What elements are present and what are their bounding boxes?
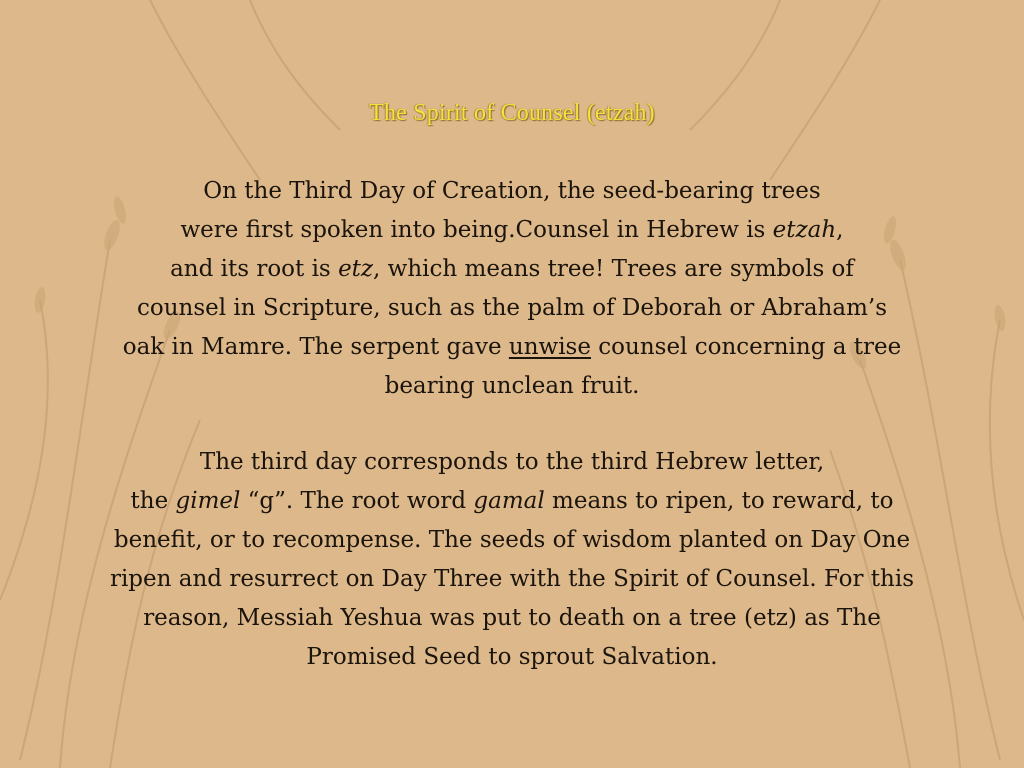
italic-term-gamal: gamal: [473, 488, 545, 514]
text-line: counsel in Scripture, such as the palm of Deborah or Abraham’s: [136, 295, 887, 321]
text-segment: ,: [836, 217, 844, 243]
text-segment: “g”. The root word: [240, 488, 474, 514]
text-line: [30, 250, 994, 289]
text-segment: the: [130, 488, 176, 514]
paragraph-counsel-etzah: [30, 172, 994, 406]
text-segment: counsel concerning a tree: [590, 334, 902, 360]
text-segment: were first spoken into being.Counsel in Hebrew is: [180, 217, 773, 243]
text-line: bearing unclean fruit.: [384, 373, 640, 399]
text-line: [30, 482, 994, 521]
italic-term-gimel: gimel: [175, 488, 241, 514]
italic-term-etz: etz: [338, 256, 374, 282]
text-line: benefit, or to recompense. The seeds of wisdom planted on Day One: [113, 527, 911, 553]
text-line: The third day corresponds to the third Hebrew letter,: [199, 449, 825, 475]
text-line: Promised Seed to sprout Salvation.: [306, 644, 718, 670]
text-line: [30, 328, 994, 367]
slide-title: The Spirit of Counsel (etzah): [369, 100, 655, 126]
text-segment: oak in Mamre. The serpent gave: [122, 334, 509, 360]
text-segment: and its root is: [170, 256, 339, 282]
text-line: On the Third Day of Creation, the seed-bearing trees: [203, 178, 821, 204]
underlined-word-unwise: unwise: [508, 334, 591, 360]
text-line: reason, Messiah Yeshua was put to death on a tree (etz) as The: [143, 605, 881, 631]
text-line: [30, 211, 994, 250]
text-segment: means to ripen, to reward, to: [544, 488, 894, 514]
italic-term-etzah: etzah: [772, 217, 837, 243]
paragraph-gimel-gamal: [30, 443, 994, 677]
text-segment: , which means tree! Trees are symbols of: [373, 256, 854, 282]
text-line: ripen and resurrect on Day Three with the Spirit of Counsel. For this: [109, 566, 915, 592]
